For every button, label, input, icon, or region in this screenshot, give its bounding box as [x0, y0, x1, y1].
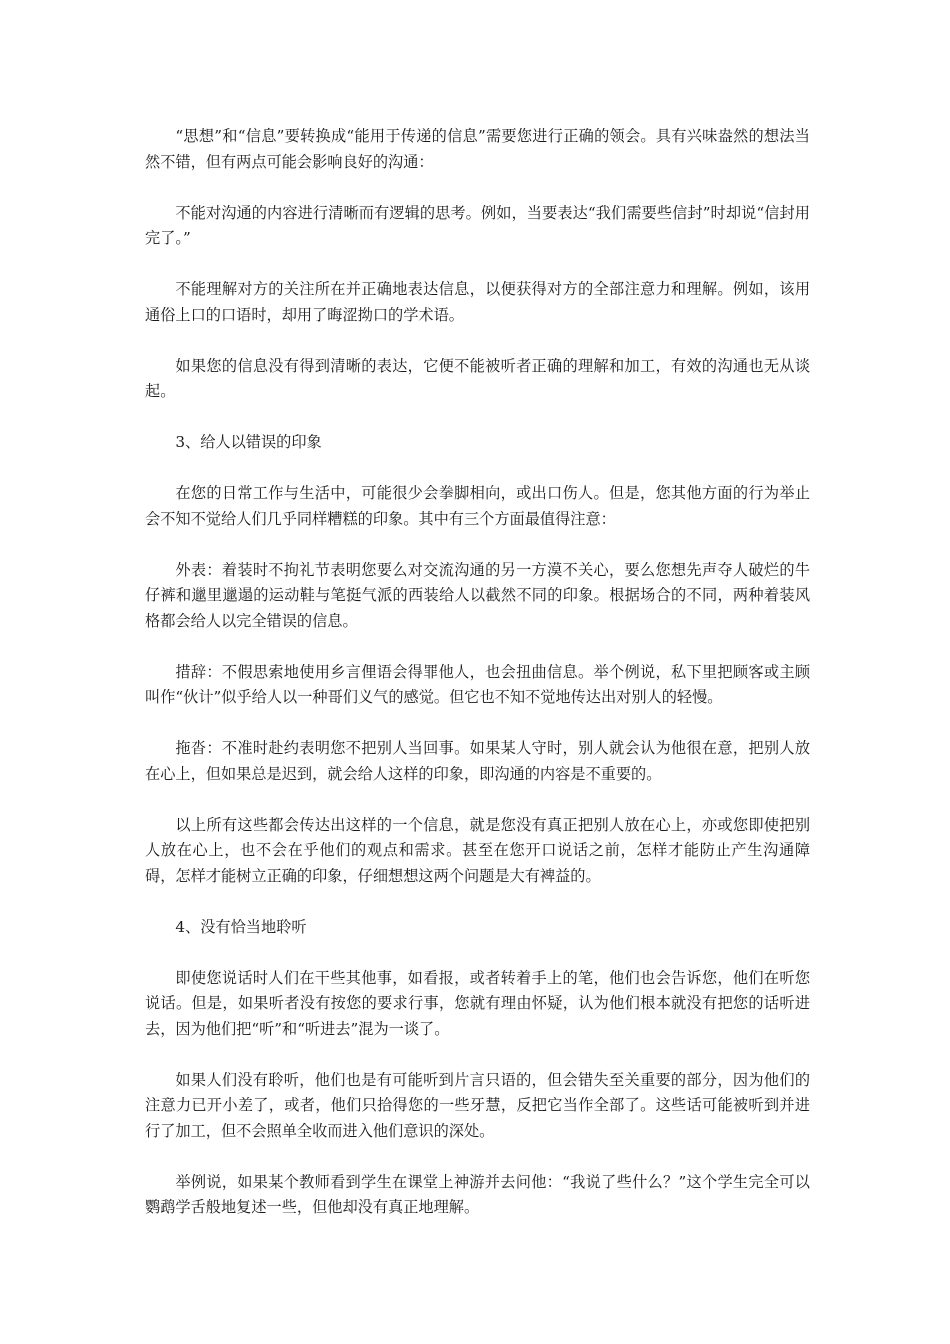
paragraph-2: 不能对沟通的内容进行清晰而有逻辑的思考。例如，当要表达“我们需要些信封”时却说“信封用完了。”: [145, 203, 810, 247]
paragraph-listening-2: 如果人们没有聆听，他们也是有可能听到片言只语的，但会错失至关重要的部分，因为他们的注意力已开小差了，或者，他们只拾得您的一些牙慧，反把它当作全部了。这些话可能被听到并进行了加工，但不会照单全收而进入他们意识的深处。: [145, 1070, 810, 1140]
paragraph-summary: 以上所有这些都会传达出这样的一个信息，就是您没有真正把别人放在心上，亦或您即使把别人放在心上，也不会在乎他们的观点和需求。甚至在您开口说话之前，怎样才能防止产生沟通障碍，怎样才能树立正确的印象，仔细想想这两个问题是大有裨益的。: [145, 815, 810, 885]
paragraph-wording: 措辞：不假思索地使用乡言俚语会得罪他人，也会扭曲信息。举个例说，私下里把顾客或主顾叫作“伙计”似乎给人以一种哥们义气的感觉。但它也不知不觉地传达出对别人的轻慢。: [145, 662, 810, 706]
section-heading-3: 3、给人以错误的印象: [175, 433, 322, 451]
section-heading-4: 4、没有恰当地聆听: [175, 917, 307, 936]
paragraph-appearance: 外表：着装时不拘礼节表明您要么对交流沟通的另一方漠不关心，要么您想先声夺人破烂的牛仔裤和邋里邋遢的运动鞋与笔挺气派的西装给人以截然不同的印象。根据场合的不同，两种着装风格都会给人以完全错误的信息。: [145, 560, 810, 630]
paragraph-5: 在您的日常工作与生活中，可能很少会拳脚相向，或出口伤人。但是，您其他方面的行为举止会不知不觉给人们几乎同样糟糕的印象。其中有三个方面最值得注意：: [145, 484, 810, 528]
paragraph-listening-3: 举例说，如果某个教师看到学生在课堂上神游并去问他：“我说了些什么？”这个学生完全可以鹦鹉学舌般地复述一些，但他却没有真正地理解。: [145, 1172, 810, 1216]
paragraph-3: 不能理解对方的关注所在并正确地表达信息，以便获得对方的全部注意力和理解。例如，该用通俗上口的口语时，却用了晦涩拗口的学术语。: [145, 280, 810, 324]
paragraph-tardiness: 拖沓：不准时赴约表明您不把别人当回事。如果某人守时，别人就会认为他很在意，把别人放在心上，但如果总是迟到，就会给人这样的印象，即沟通的内容是不重要的。: [145, 739, 810, 783]
paragraph-listening-1: 即使您说话时人们在干些其他事，如看报，或者转着手上的笔，他们也会告诉您，他们在听您说话。但是，如果听者没有按您的要求行事，您就有理由怀疑，认为他们根本就没有把您的话听进去，因为他们把“听”和“听进去”混为一谈了。: [145, 968, 810, 1038]
paragraph-4: 如果您的信息没有得到清晰的表达，它便不能被听者正确的理解和加工，有效的沟通也无从谈起。: [145, 356, 810, 400]
paragraph-1: “思想”和“信息”要转换成“能用于传递的信息”需要您进行正确的领会。具有兴味盎然的想法当然不错，但有两点可能会影响良好的沟通：: [145, 127, 810, 171]
document-body: [145, 124, 810, 1246]
